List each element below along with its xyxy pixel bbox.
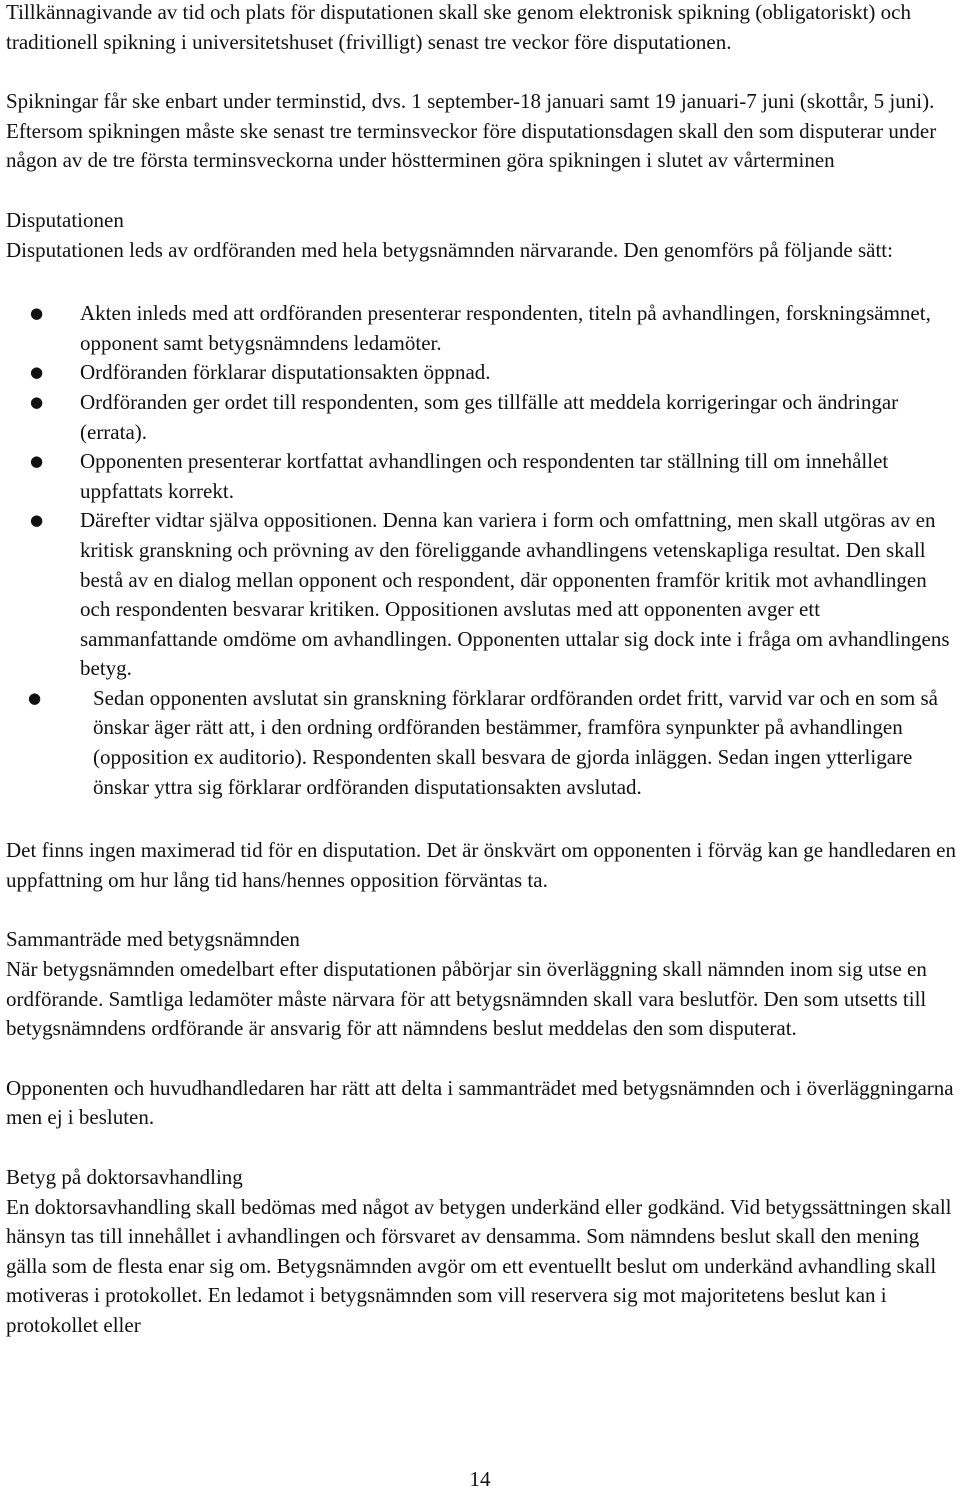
list-item [6, 388, 958, 447]
list-item-text: Opponenten presenterar kortfattat avhandlingen och respondenten tar ställning till om innehållet uppfattats korrekt. [80, 449, 889, 503]
document-page [6, 0, 958, 1341]
disputation-intro: Disputationen leds av ordföranden med hela betygsnämnden närvarande. Den genomförs på följande sätt: [6, 237, 893, 262]
list-item [6, 506, 958, 684]
section-heading-grading: Betyg på doktorsavhandling [6, 1165, 243, 1189]
list-item [6, 684, 958, 802]
bullet-icon: ● [30, 304, 44, 323]
time-note-paragraph: Det finns ingen maximerad tid för en disputation. Det är önskvärt om opponenten i förväg kan ge handledaren en uppfattning om hur lång tid hans/hennes opposition förväntas ta. [6, 838, 956, 892]
participation-note-paragraph: Opponenten och huvudhandledaren har rätt att delta i sammanträdet med betygsnämnden och i överläggningarna men ej i besluten. [6, 1075, 954, 1130]
bullet-icon: ● [28, 688, 42, 707]
bullet-icon: ● [30, 392, 44, 411]
list-item-text: Sedan opponenten avslutat sin granskning förklarar ordföranden ordet fritt, varvid var och en som så önskar äger rätt att, i den ordning ordföranden bestämmer, framföra synpunkter på avhandlingen (opposition ex auditorio). Respondenten skall besvara de gjorda inläggen. Sedan ingen ytterligare önskar yttra sig förklarar ordföranden disputationsakten avslutad. [93, 685, 939, 799]
section-heading-disputation: Disputationen [6, 207, 124, 232]
list-item [6, 358, 958, 388]
bullet-icon: ● [30, 452, 44, 471]
list-item [6, 447, 958, 506]
bullet-icon: ● [30, 363, 44, 382]
nailing-period-paragraph: Spikningar får ske enbart under terminstid, dvs. 1 september-18 januari samt 19 januari-7 juni (skottår, 5 juni). Eftersom spikningen måste ske senast tre terminsveckor före disputationsdagen skall den som disputerar under någon av de tre första terminsveckorna under höstterminen göra spikningen i slutet av vårterminen [6, 89, 937, 173]
announcement-paragraph: Tillkännagivande av tid och plats för disputationen skall ske genom elektronisk spikning (obligatoriskt) och traditionell spikning i universitetshuset (frivilligt) senast tre veckor före disputationen. [6, 0, 911, 54]
section-heading-committee-meeting: Sammanträde med betygsnämnden [6, 927, 300, 952]
list-item-text: Därefter vidtar själva oppositionen. Denna kan variera i form och omfattning, men skall utgöras av en kritisk granskning och prövning av den föreliggande avhandlingens vetenskapliga resultat. Den skall bestå av en dialog mellan opponent och respondent, där opponenten framför kritik mot avhandlingen och respondenten besvarar kritiken. Oppositionen avslutas med att opponenten avger ett sammanfattande omdöme om avhandlingen. Opponenten uttalar sig dock inte i fråga om avhandlingens betyg. [80, 508, 950, 681]
page-number: 14 [469, 1467, 491, 1491]
list-item-text: Akten inleds med att ordföranden presenterar respondenten, titeln på avhandlingen, forskningsämnet, opponent samt betygsnämndens ledamöter. [80, 301, 931, 355]
list-item-text: Ordföranden förklarar disputationsakten öppnad. [80, 360, 491, 385]
list-item [6, 299, 958, 358]
grading-paragraph: En doktorsavhandling skall bedömas med något av betygen underkänd eller godkänd. Vid betygssättningen skall hänsyn tas till innehållet i avhandlingen och försvaret av densamma. Som nämndens beslut skall den mening gälla som de flesta enar sig om. Betygsnämnden avgör om ett eventuellt beslut om underkänd avhandling skall motiveras i protokollet. En ledamot i betygsnämnden som vill reservera sig mot majoritetens beslut kan i protokollet eller [6, 1194, 952, 1337]
bullet-icon: ● [30, 511, 44, 530]
committee-meeting-paragraph: När betygsnämnden omedelbart efter disputationen påbörjar sin överläggning skall nämnden inom sig utse en ordförande. Samtliga ledamöter måste närvara för att betygsnämnden skall vara beslutför. Den som utsetts till betygsnämndens ordförande är ansvarig för att nämndens beslut meddelas den som disputerat. [6, 957, 927, 1041]
list-item-text: Ordföranden ger ordet till respondenten, som ges tillfälle att meddela korrigeringar och ändringar (errata). [80, 389, 899, 444]
disputation-steps-list [6, 299, 958, 802]
